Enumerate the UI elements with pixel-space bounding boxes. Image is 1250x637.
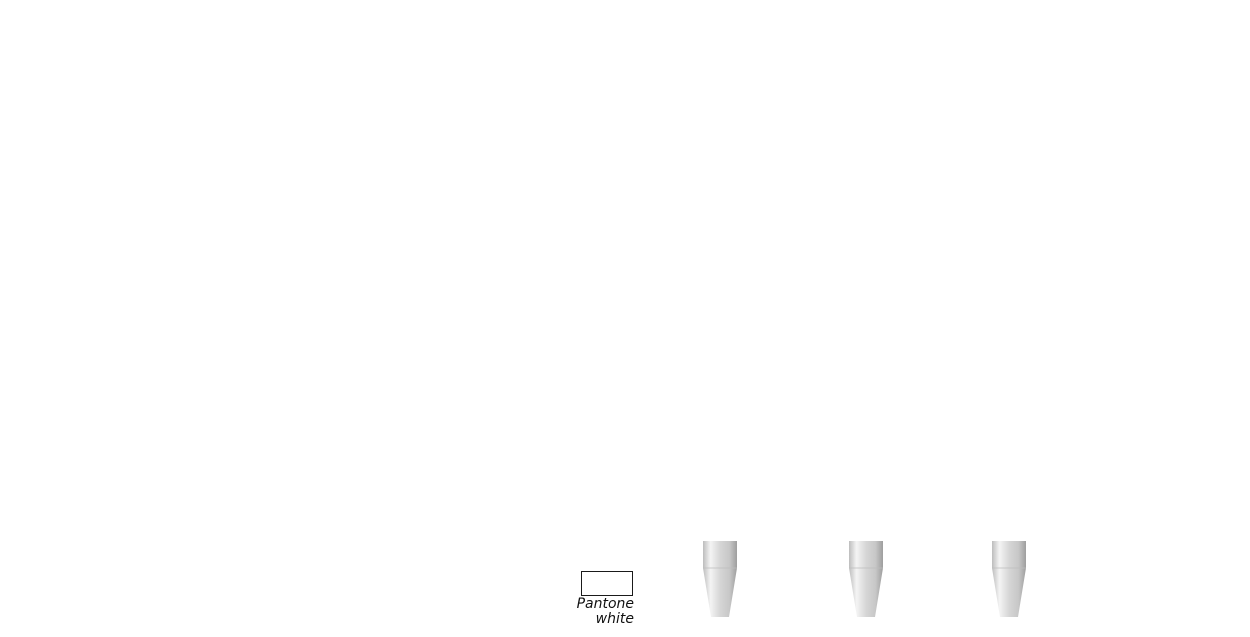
swatch-label <box>560 597 634 627</box>
color-swatch <box>581 571 633 596</box>
pen-tip-icon <box>991 541 1027 617</box>
pen-tip-icon <box>702 541 738 617</box>
swatch-label-line-1: Pantone <box>576 596 634 612</box>
pen-tip-icon <box>848 541 884 617</box>
swatch-label-line-2: white <box>595 611 634 627</box>
